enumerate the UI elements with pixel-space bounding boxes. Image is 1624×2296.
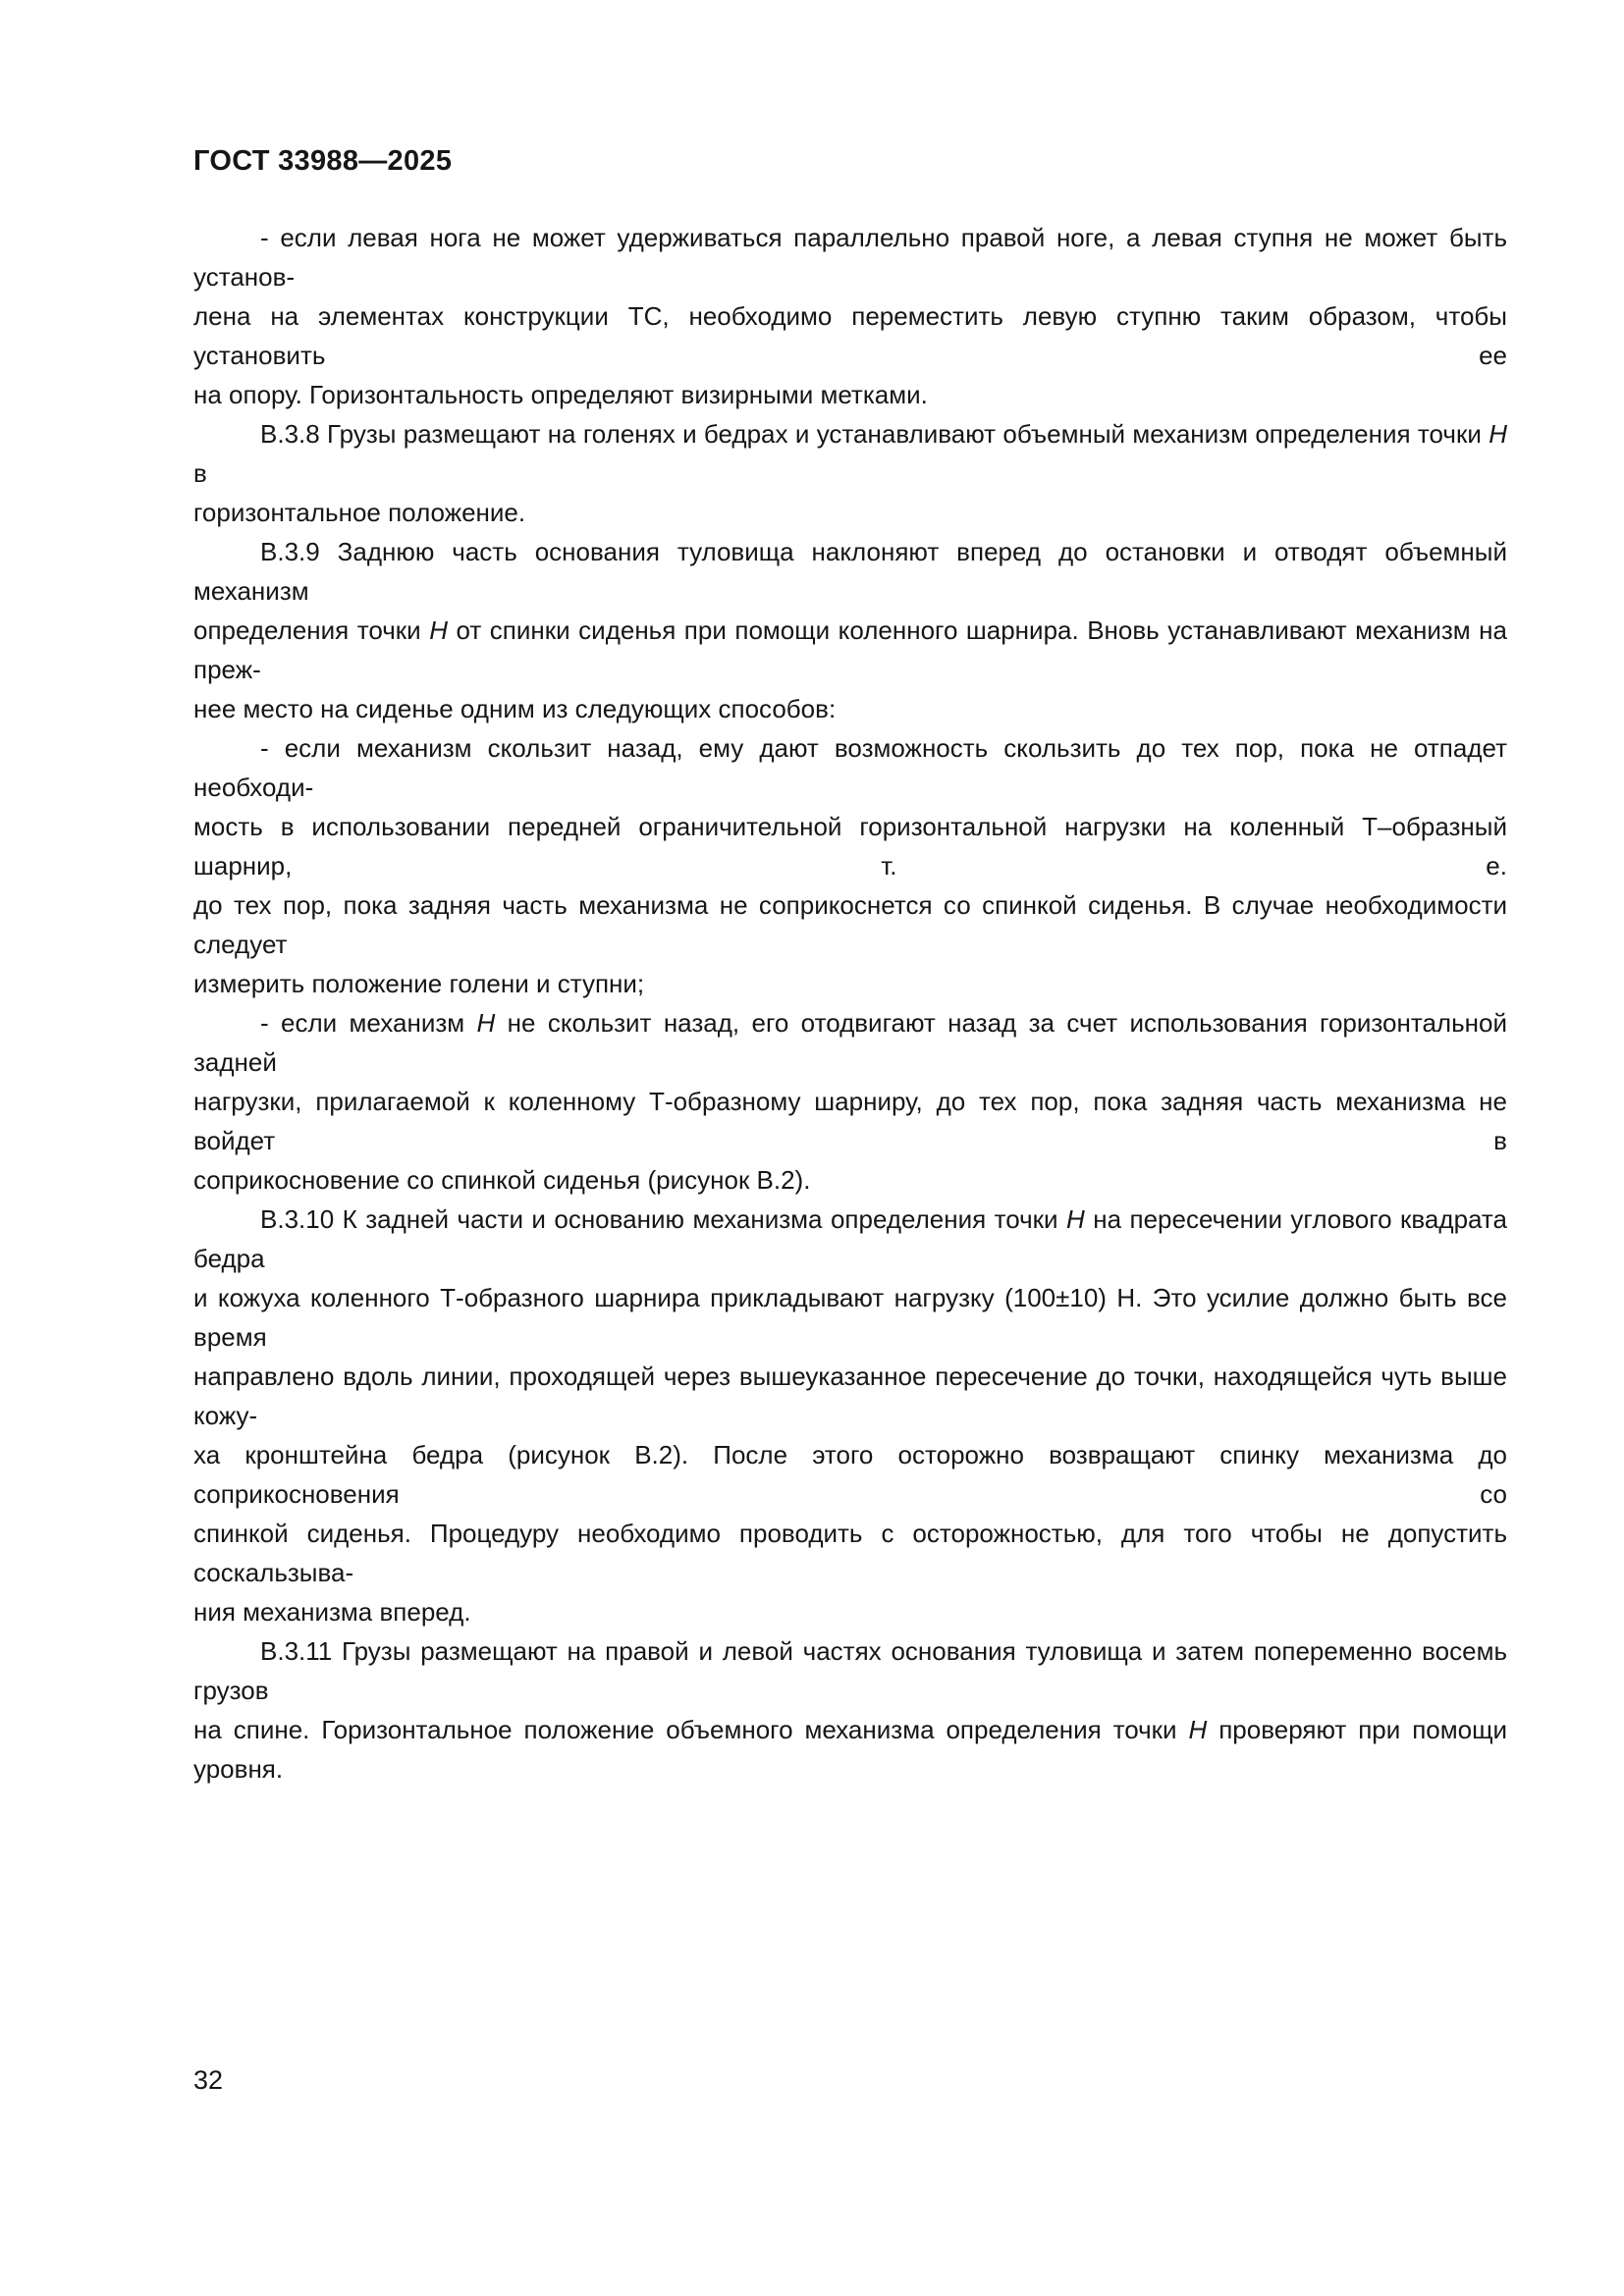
text-line [193, 1160, 1507, 1200]
text-line [193, 964, 1507, 1003]
text-line [193, 1278, 1507, 1357]
text-line [193, 532, 1507, 611]
text-line [193, 414, 1507, 493]
text-line [193, 885, 1507, 964]
point-h-reference: Н [1188, 1715, 1208, 1744]
point-h-reference: Н [1066, 1204, 1085, 1234]
text-run: мость в использовании передней ограничительной горизонтальной нагрузки на коленный Т–образный шарнир, т. е. [193, 812, 1507, 881]
document-body [193, 218, 1507, 1789]
text-run: горизонтальное положение. [193, 498, 526, 527]
text-line [193, 1357, 1507, 1435]
text-line [193, 1082, 1507, 1160]
text-run: нее место на сиденье одним из следующих способов: [193, 694, 837, 723]
text-run: ха кронштейна бедра (рисунок В.2). После этого осторожно возвращают спинку механизма до соприкосновения со [193, 1440, 1507, 1509]
paragraph [193, 1003, 1507, 1200]
text-run: на пересечении углового квадрата бедра [193, 1204, 1507, 1273]
text-line [193, 1003, 1507, 1082]
text-line [193, 375, 1507, 414]
text-line [193, 1200, 1507, 1278]
text-run: не скользит назад, его отодвигают назад за счет использования горизонтальной задней [193, 1008, 1507, 1077]
text-run: спинкой сиденья. Процедуру необходимо проводить с осторожностью, для того чтобы не допустить соскальзыва- [193, 1519, 1507, 1587]
text-run: В.3.9 Заднюю часть основания туловища наклоняют вперед до остановки и отводят объемный механизм [193, 537, 1507, 606]
text-line [193, 218, 1507, 296]
text-run: и кожуха коленного Т-образного шарнира прикладывают нагрузку (100±10) Н. Это усилие должно быть все время [193, 1283, 1507, 1352]
text-run: - если механизм скользит назад, ему дают возможность скользить до тех пор, пока не отпадет необходи- [193, 733, 1507, 802]
standard-number: ГОСТ 33988—2025 [193, 145, 453, 177]
text-line [193, 1631, 1507, 1710]
text-run: лена на элементах конструкции ТС, необходимо переместить левую ступню таким образом, чтобы установить ее [193, 301, 1507, 370]
document-paragraphs [193, 218, 1507, 1789]
text-run: на спине. Горизонтальное положение объемного механизма определения точки [193, 1715, 1189, 1744]
page-number: 32 [193, 2065, 224, 2095]
text-run: нагрузки, прилагаемой к коленному Т-образному шарниру, до тех пор, пока задняя часть механизма не войдет в [193, 1087, 1507, 1155]
text-line [193, 493, 1507, 532]
text-run: ния механизма вперед. [193, 1597, 471, 1627]
paragraph [193, 1200, 1507, 1631]
text-line [193, 296, 1507, 375]
text-run: направлено вдоль линии, проходящей через вышеуказанное пересечение до точки, находящейся чуть выше кожу- [193, 1362, 1507, 1430]
paragraph [193, 218, 1507, 414]
paragraph [193, 414, 1507, 532]
text-run: определения точки [193, 615, 430, 645]
page-footer [193, 2065, 223, 2096]
text-run: В.3.8 Грузы размещают на голенях и бедрах и устанавливают объемный механизм определения точки [260, 419, 1489, 449]
text-line [193, 807, 1507, 885]
text-line [193, 1514, 1507, 1592]
text-line [193, 1710, 1507, 1789]
text-line [193, 611, 1507, 689]
text-run: В.3.11 Грузы размещают на правой и левой частях основания туловища и затем попеременно восемь грузов [193, 1636, 1507, 1705]
text-run: измерить положение голени и ступни; [193, 969, 645, 998]
paragraph [193, 728, 1507, 1003]
point-h-reference: Н [1489, 419, 1507, 449]
text-run: на опору. Горизонтальность определяют визирными метками. [193, 380, 928, 409]
text-run: - если левая нога не может удерживаться параллельно правой ноге, а левая ступня не может быть установ- [193, 223, 1507, 292]
paragraph [193, 532, 1507, 728]
text-run: - если механизм [260, 1008, 477, 1038]
text-run: в [193, 458, 207, 488]
text-line [193, 689, 1507, 728]
text-run: В.3.10 К задней части и основанию механизма определения точки [260, 1204, 1067, 1234]
point-h-reference: Н [429, 615, 448, 645]
text-run: до тех пор, пока задняя часть механизма не соприкоснется со спинкой сиденья. В случае необходимости следует [193, 890, 1507, 959]
text-line [193, 1435, 1507, 1514]
text-run: от спинки сиденья при помощи коленного шарнира. Вновь устанавливают механизм на преж- [193, 615, 1508, 684]
text-run: проверяют при помощи уровня. [193, 1715, 1507, 1784]
document-header [193, 145, 452, 178]
text-line [193, 728, 1507, 807]
text-line [193, 1592, 1507, 1631]
point-h-reference: Н [476, 1008, 496, 1038]
paragraph [193, 1631, 1507, 1789]
text-run: соприкосновение со спинкой сиденья (рисунок В.2). [193, 1165, 811, 1195]
